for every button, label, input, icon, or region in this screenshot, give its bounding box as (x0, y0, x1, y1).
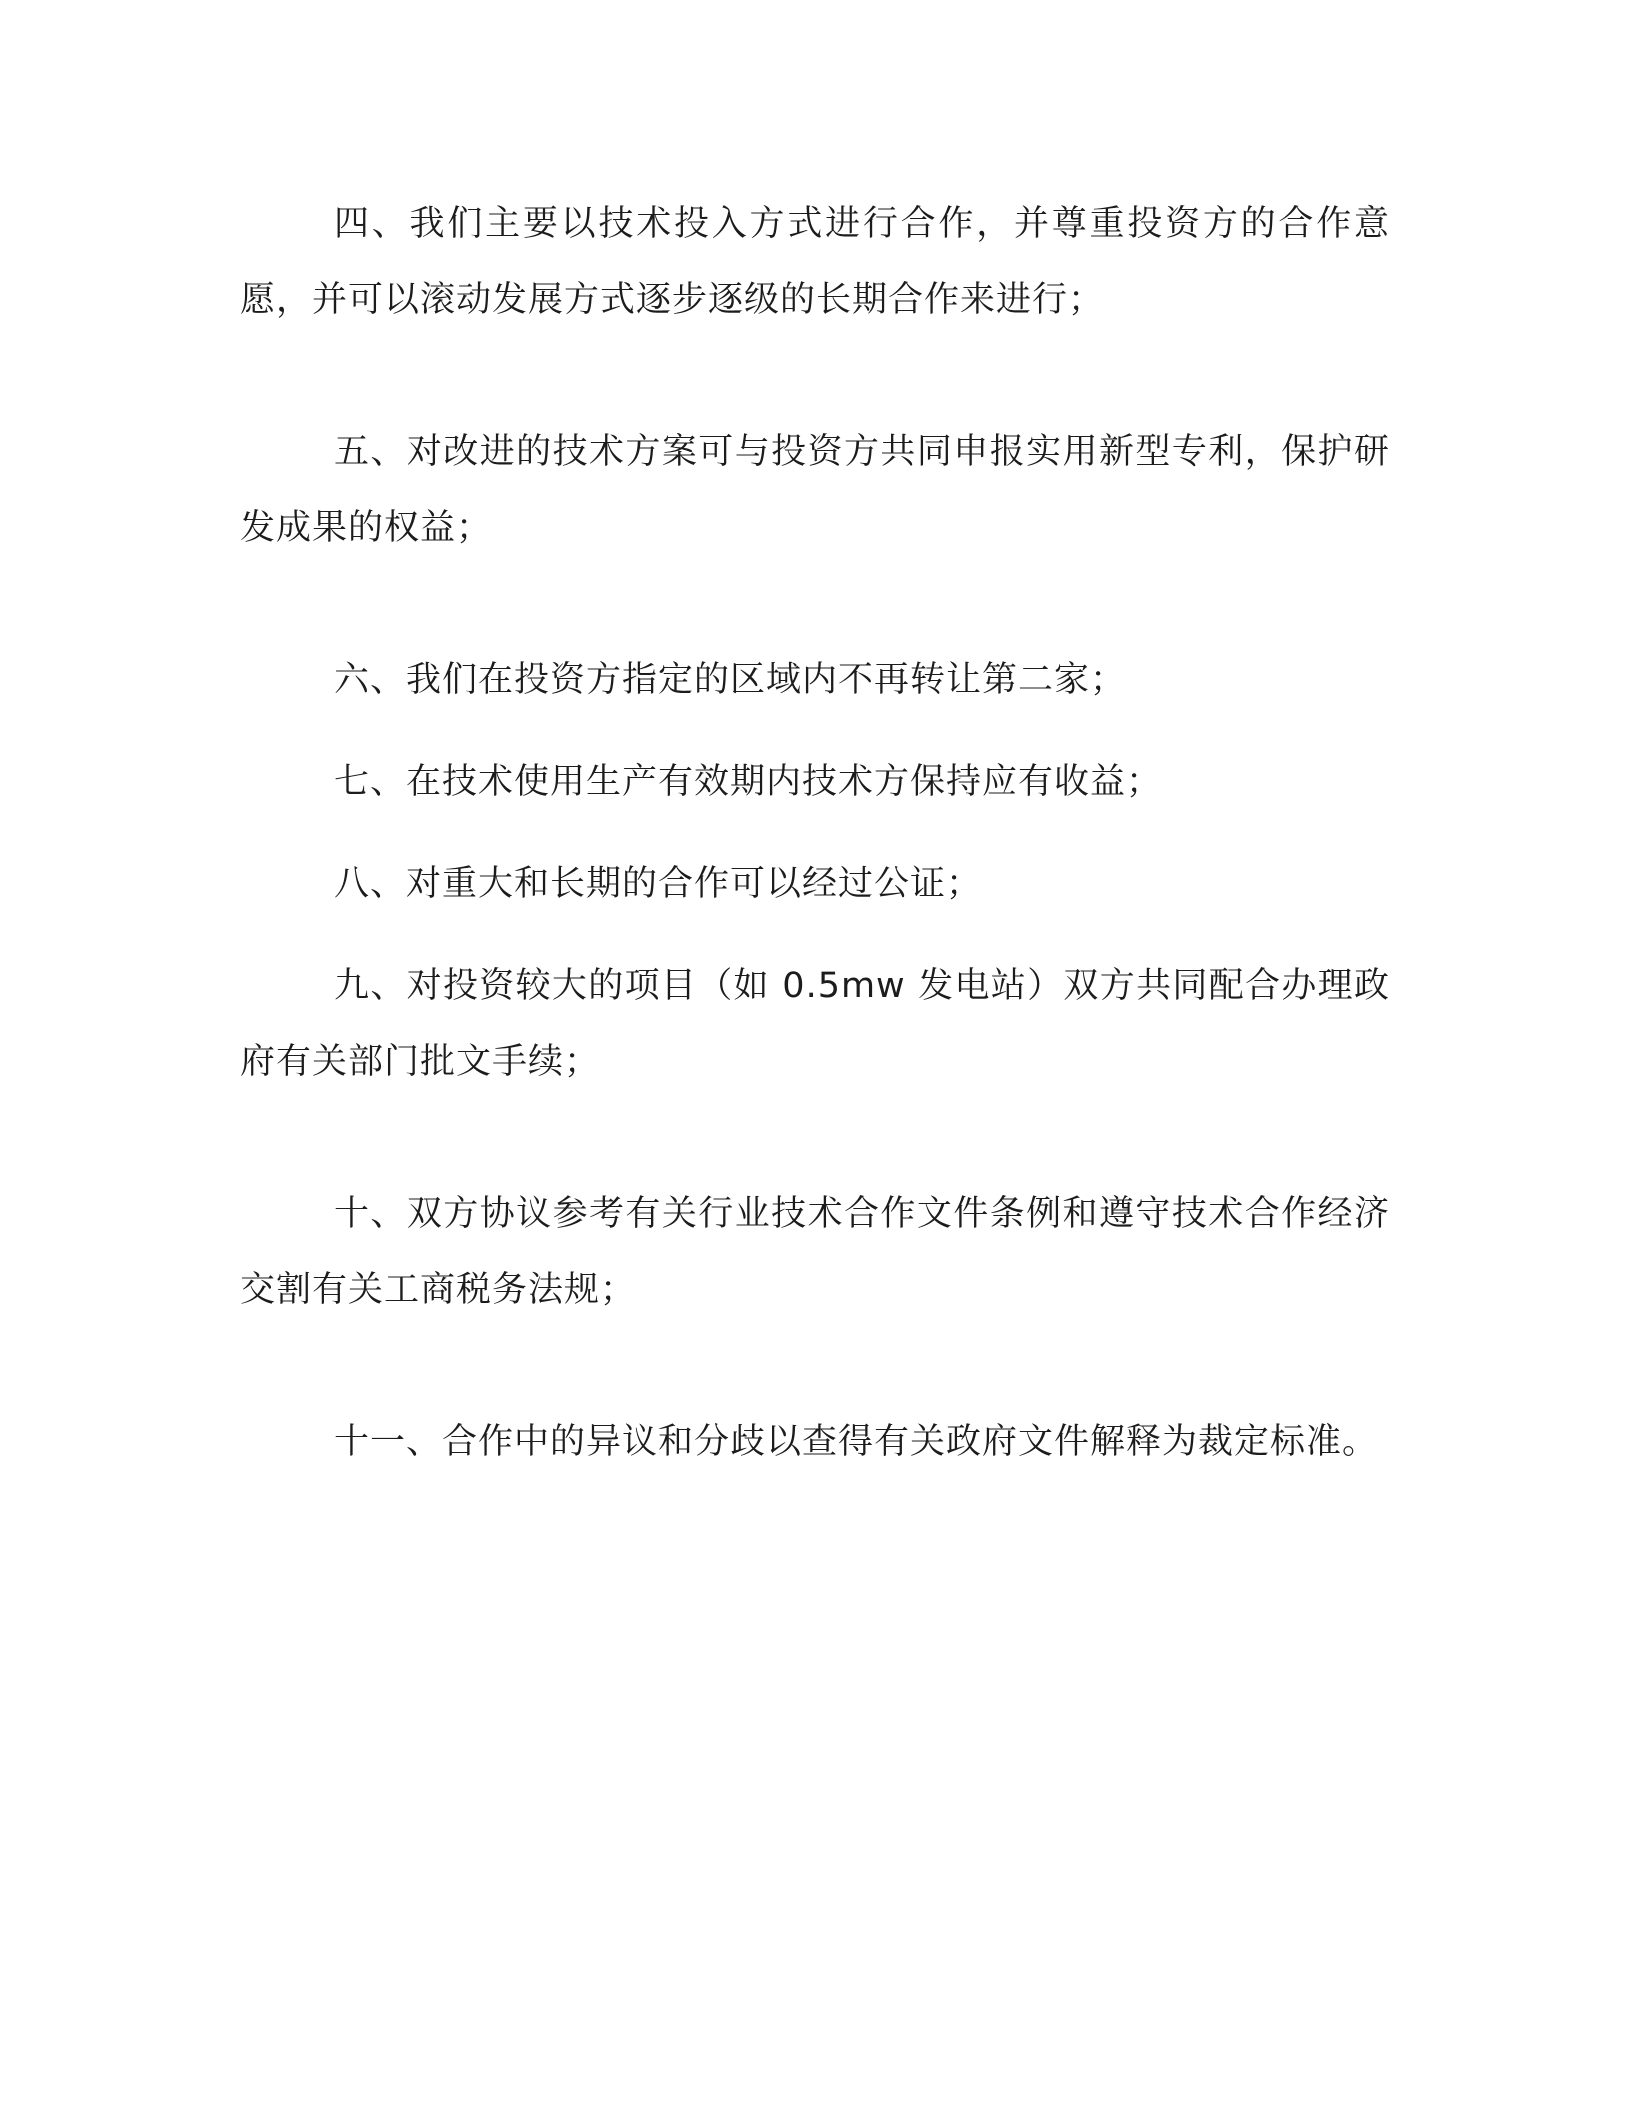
document-body (240, 186, 1390, 1506)
clause-11: 十一、合作中的异议和分歧以查得有关政府文件解释为裁定标准。 (334, 1422, 1379, 1462)
clause-9: 九、对投资较大的项目（如 0.5mw 发电站）双方共同配合办理政府有关部门批文手续； (240, 966, 1390, 1082)
clause-8: 八、对重大和长期的合作可以经过公证； (334, 864, 983, 904)
clause-7: 七、在技术使用生产有效期内技术方保持应有收益； (334, 762, 1163, 802)
clause-6: 六、我们在投资方指定的区域内不再转让第二家； (334, 660, 1127, 700)
clause-5: 五、对改进的技术方案可与投资方共同申报实用新型专利，保护研发成果的权益； (240, 432, 1390, 548)
clause-4: 四、我们主要以技术投入方式进行合作，并尊重投资方的合作意愿，并可以滚动发展方式逐步逐级的长期合作来进行； (240, 204, 1390, 320)
clause-10: 十、双方协议参考有关行业技术合作文件条例和遵守技术合作经济交割有关工商税务法规； (240, 1194, 1390, 1310)
